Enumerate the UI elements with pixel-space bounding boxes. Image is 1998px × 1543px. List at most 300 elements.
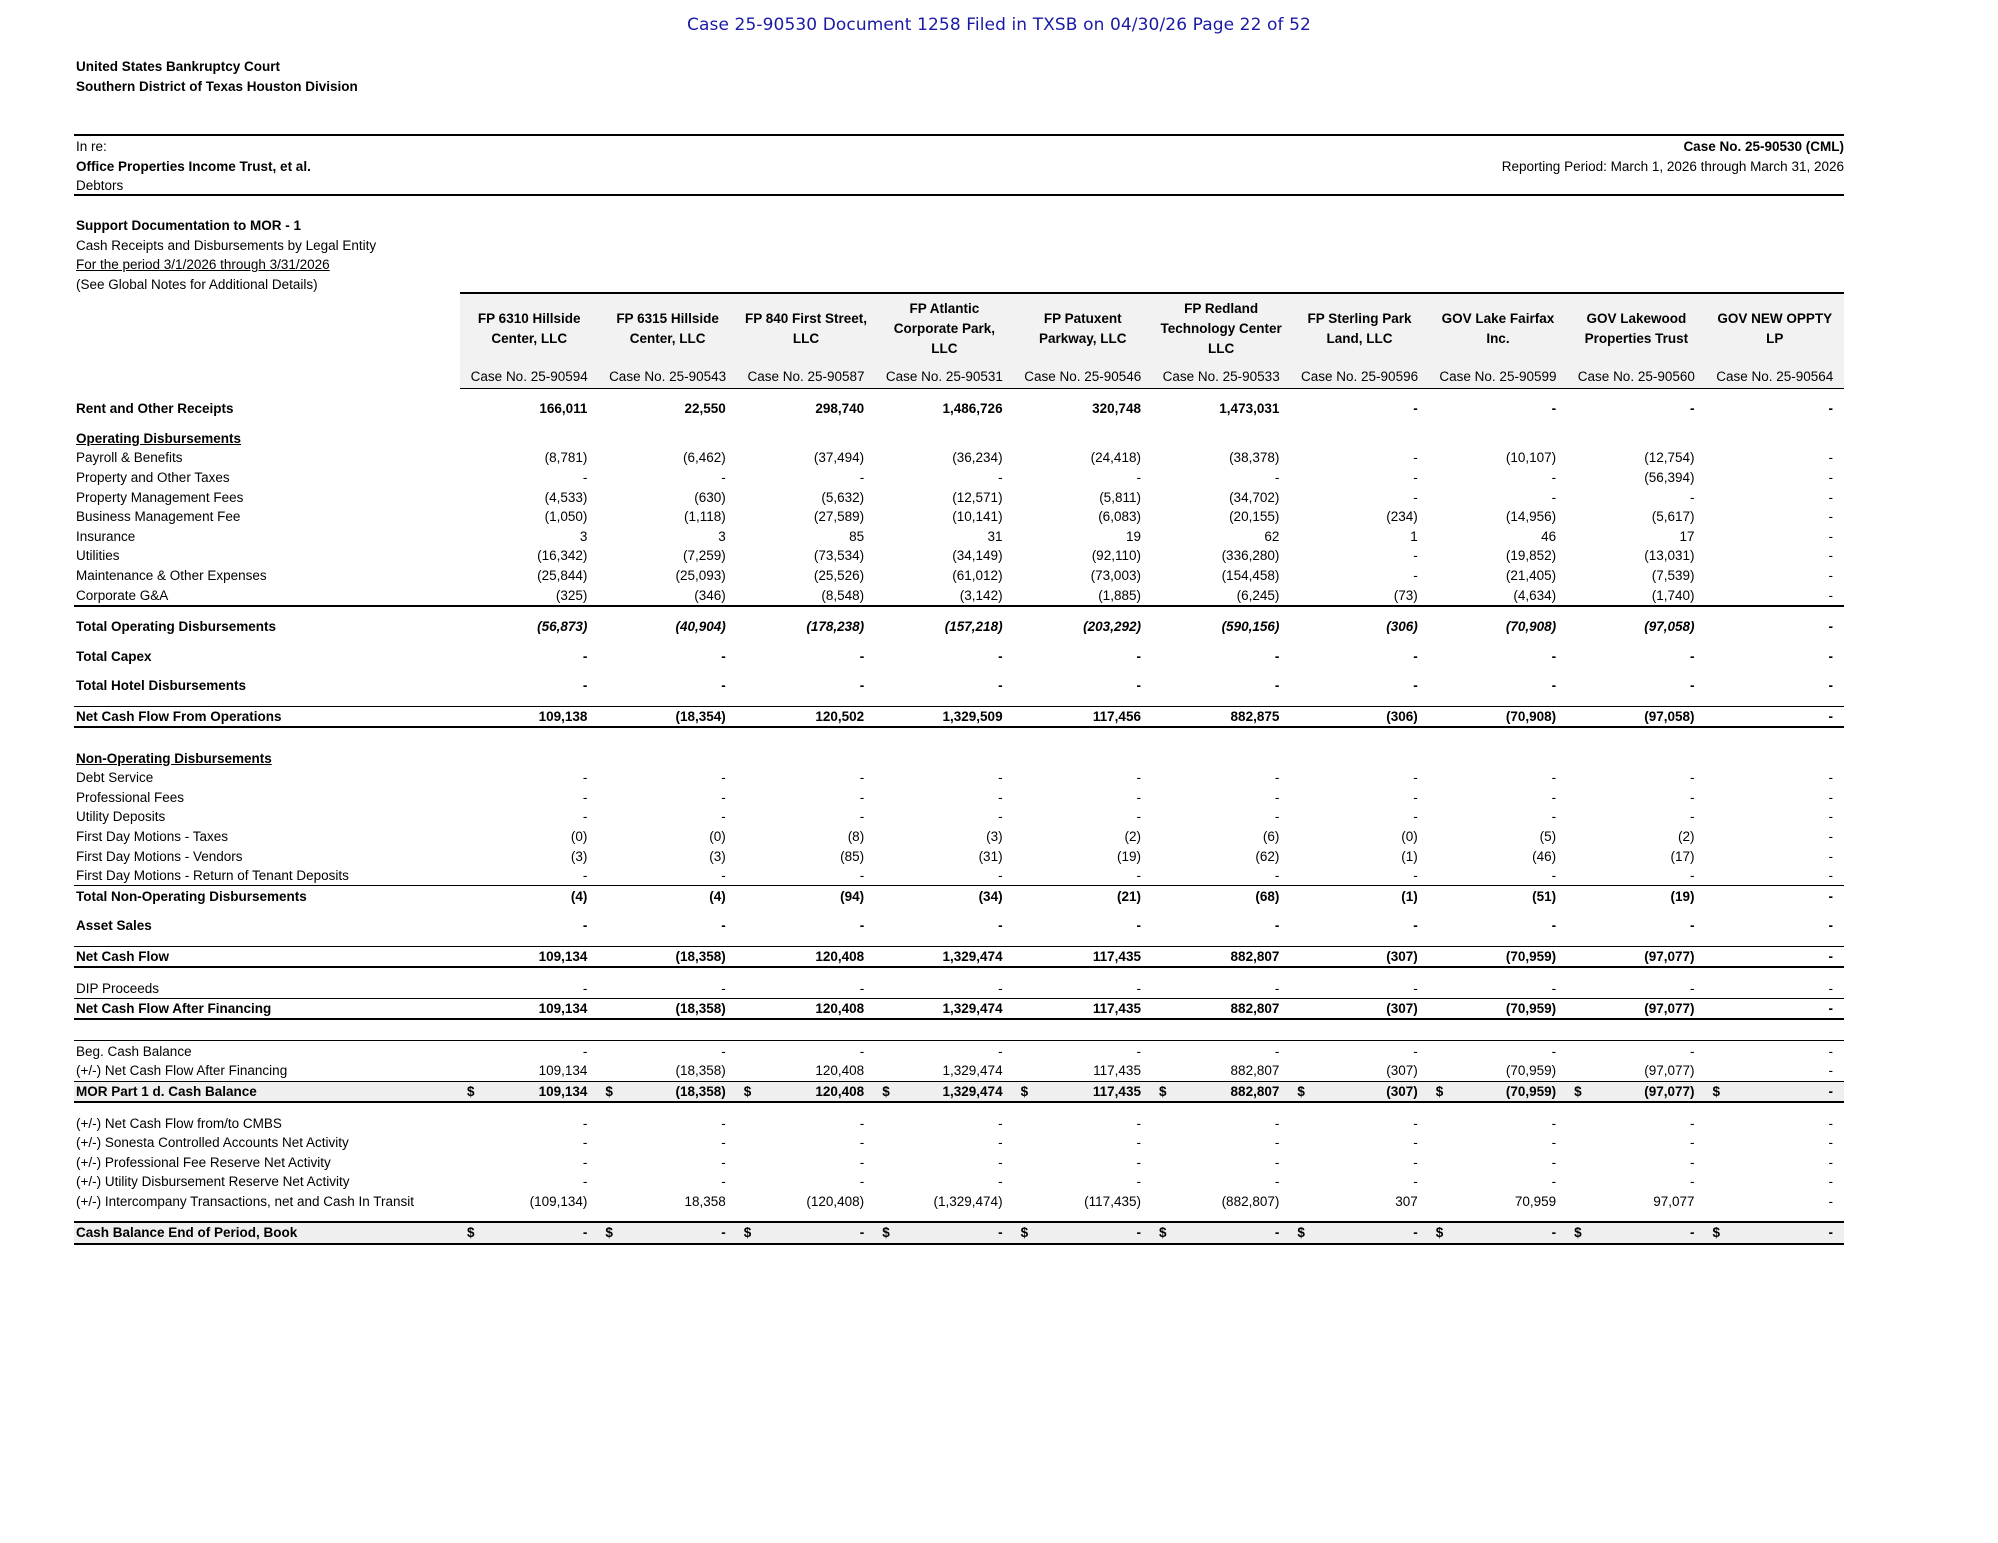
row-value <box>1152 566 1290 586</box>
cell-value: - <box>1828 1193 1833 1209</box>
entity-column-header: FP Patuxent Parkway, LLC <box>1014 293 1152 364</box>
cell-value: (70,908) <box>1505 619 1557 635</box>
row-value <box>1567 788 1705 808</box>
row-value-dollar <box>1014 1222 1152 1244</box>
cell-value: - <box>1274 470 1280 486</box>
cell-value: - <box>1413 470 1418 486</box>
row-value <box>1014 1133 1152 1153</box>
cell-value: 1,329,474 <box>942 1063 1003 1079</box>
row-value <box>1290 399 1428 419</box>
spacer-cell <box>1706 1019 1844 1041</box>
cell-value: - <box>1828 848 1833 864</box>
cell-value: (34) <box>978 888 1003 904</box>
cell-value: (70,908) <box>1505 709 1557 725</box>
row-label: First Day Motions - Return of Tenant Deposits <box>74 866 460 886</box>
spacer-cell <box>1706 936 1844 947</box>
cell-value: - <box>1413 980 1418 996</box>
cell-value: (61,012) <box>952 568 1003 584</box>
cell-value: 70,959 <box>1514 1193 1557 1209</box>
spacer-cell <box>875 419 1013 429</box>
cell-value: - <box>1828 1083 1833 1099</box>
spacer-cell <box>74 419 460 429</box>
row-value <box>875 1152 1013 1172</box>
cell-value: - <box>721 1225 726 1241</box>
row-value <box>1567 998 1705 1019</box>
in-re-label: In re: <box>76 139 107 154</box>
cell-value: - <box>1413 648 1418 664</box>
row-label: (+/-) Net Cash Flow After Financing <box>74 1061 460 1081</box>
row-label: Property and Other Taxes <box>76 470 230 486</box>
cell-value: - <box>1551 918 1557 934</box>
row-value <box>460 1152 598 1172</box>
cell-value: (40,904) <box>675 619 726 635</box>
row-value <box>1014 748 1152 768</box>
cell-value: - <box>859 980 865 996</box>
row-value <box>1014 527 1152 547</box>
cell-value: - <box>859 470 865 486</box>
row-value <box>737 448 875 468</box>
cell-value: (10,141) <box>952 509 1003 525</box>
row-value <box>598 1172 736 1192</box>
row-value <box>460 585 598 606</box>
row-value <box>1290 546 1428 566</box>
cell-value: (70,959) <box>1505 1083 1557 1099</box>
row-value <box>875 617 1013 637</box>
entity-case-number: Case No. 25-90564 <box>1706 364 1844 389</box>
spacer-cell <box>1429 666 1567 676</box>
spacer-cell <box>74 967 460 978</box>
row-value <box>1014 1172 1152 1192</box>
cell-value: 1,329,474 <box>942 948 1003 964</box>
row-value <box>1152 468 1290 488</box>
row-value <box>598 748 736 768</box>
cell-value: 1 <box>1410 528 1418 544</box>
spacer-cell <box>598 696 736 707</box>
cell-value: - <box>1274 770 1280 786</box>
cell-value: - <box>998 770 1003 786</box>
row-value <box>737 788 875 808</box>
row-value <box>1429 998 1567 1019</box>
table-row <box>74 585 1844 606</box>
spacer-cell <box>875 1211 1013 1222</box>
row-value <box>1429 647 1567 667</box>
row-label: Total Operating Disbursements <box>76 619 277 635</box>
row-value <box>598 886 736 906</box>
row-value <box>875 866 1013 886</box>
cell-value: - <box>1413 1043 1418 1059</box>
row-label: (+/-) Utility Disbursement Reserve Net Activity <box>76 1174 350 1190</box>
row-value <box>1567 468 1705 488</box>
row-value <box>737 487 875 507</box>
row-value <box>460 846 598 866</box>
row-value <box>737 807 875 827</box>
cell-value: - <box>1551 1225 1557 1241</box>
row-value <box>875 1172 1013 1192</box>
row-value <box>1706 886 1844 906</box>
cell-value: (630) <box>694 489 726 505</box>
row-value <box>1152 866 1290 886</box>
cell-value: - <box>1136 470 1141 486</box>
row-value <box>1567 1133 1705 1153</box>
entity-case-number: Case No. 25-90596 <box>1290 364 1428 389</box>
cell-value: (70,959) <box>1505 1063 1557 1079</box>
row-value <box>1567 546 1705 566</box>
cell-value: - <box>1828 1225 1833 1241</box>
row-value <box>460 886 598 906</box>
row-label: Debt Service <box>76 770 154 786</box>
row-value <box>1429 846 1567 866</box>
debtor-name: Office Properties Income Trust, et al. <box>76 158 311 174</box>
row-value <box>460 647 598 667</box>
cell-value: - <box>1828 770 1833 786</box>
cell-value: (0) <box>570 828 588 844</box>
cell-value: - <box>582 918 588 934</box>
spacer-cell <box>460 696 598 707</box>
spacer-cell <box>74 1211 460 1222</box>
row-value <box>875 1192 1013 1212</box>
row-label: DIP Proceeds <box>74 978 460 998</box>
cell-value: 117,435 <box>1093 1063 1141 1079</box>
cell-value: (154,458) <box>1221 568 1280 584</box>
row-value <box>1567 1061 1705 1081</box>
reporting-period: Reporting Period: March 1, 2026 through March 31, 2026 <box>1501 158 1844 174</box>
cell-value: (37,494) <box>813 450 865 466</box>
row-label: (+/-) Intercompany Transactions, net and Cash In Transit <box>76 1193 415 1209</box>
row-value <box>1567 978 1705 998</box>
entity-column-header: FP 6315 Hillside Center, LLC <box>598 293 736 364</box>
cell-value: - <box>1690 809 1695 825</box>
spacer-cell <box>1014 696 1152 707</box>
row-value <box>1014 788 1152 808</box>
cell-value: - <box>1551 648 1557 664</box>
row-value <box>1152 788 1290 808</box>
table-row <box>74 1081 1844 1102</box>
cell-value: - <box>582 1154 588 1170</box>
row-value <box>1290 1133 1428 1153</box>
cell-value: (1) <box>1401 848 1418 864</box>
table-row <box>74 827 1844 847</box>
dollar-sign: $ <box>1435 1225 1444 1241</box>
cell-value: (4,533) <box>544 489 588 505</box>
row-value <box>460 676 598 696</box>
row-value <box>1706 1172 1844 1192</box>
spacer-cell <box>1014 727 1152 748</box>
entity-case-number: Case No. 25-90599 <box>1429 364 1567 389</box>
row-value <box>598 617 736 637</box>
row-value <box>1567 566 1705 586</box>
cell-value: 120,408 <box>815 948 865 964</box>
row-value <box>1567 946 1705 967</box>
cell-value: (307) <box>1386 948 1418 964</box>
row-value <box>737 429 875 449</box>
cell-value: - <box>998 648 1003 664</box>
row-value <box>875 768 1013 788</box>
spacer-cell <box>737 1102 875 1113</box>
cell-value: (18,358) <box>675 1063 726 1079</box>
row-value <box>1706 866 1844 886</box>
cell-value: - <box>859 1135 865 1151</box>
cell-value: (5,632) <box>821 489 865 505</box>
cell-value: (306) <box>1386 619 1418 635</box>
row-value <box>1429 468 1567 488</box>
row-value <box>460 946 598 967</box>
cell-value: - <box>1136 648 1141 664</box>
row-value <box>737 768 875 788</box>
row-value <box>1152 1061 1290 1081</box>
cell-value: - <box>582 1174 588 1190</box>
cell-value: - <box>1828 450 1833 466</box>
row-value <box>460 1172 598 1192</box>
row-value <box>1014 1192 1152 1212</box>
spacer-cell <box>1567 936 1705 947</box>
spacer-cell <box>598 936 736 947</box>
cell-value: 882,807 <box>1230 1063 1280 1079</box>
cell-value: (31) <box>978 848 1003 864</box>
cell-value: - <box>998 918 1003 934</box>
row-value <box>1706 768 1844 788</box>
cell-value: - <box>1136 980 1141 996</box>
row-value <box>1014 546 1152 566</box>
row-value <box>1014 1113 1152 1133</box>
row-value <box>1290 1152 1428 1172</box>
spacer-cell <box>1290 389 1428 400</box>
row-value <box>460 978 598 998</box>
cell-value: (73) <box>1393 587 1418 603</box>
cell-value: - <box>1828 568 1833 584</box>
spacer-row <box>74 967 1844 978</box>
row-label: (+/-) Sonesta Controlled Accounts Net Activity <box>76 1135 349 1151</box>
row-value <box>1706 946 1844 967</box>
cell-value: - <box>1274 918 1280 934</box>
row-value <box>875 748 1013 768</box>
cell-value: - <box>1828 470 1833 486</box>
cell-value: 120,408 <box>815 1063 865 1079</box>
row-value <box>1706 706 1844 727</box>
row-value <box>1152 748 1290 768</box>
row-value <box>875 1041 1013 1061</box>
row-value <box>598 827 736 847</box>
cell-value: - <box>1136 918 1141 934</box>
table-row <box>74 1192 1844 1212</box>
row-value <box>1567 1192 1705 1212</box>
cell-value: - <box>1274 1174 1280 1190</box>
cell-value: - <box>1551 1043 1557 1059</box>
spacer-cell <box>1014 637 1152 647</box>
row-value <box>1567 1041 1705 1061</box>
cell-value: - <box>1551 1135 1557 1151</box>
entity-case-number: Case No. 25-90546 <box>1014 364 1152 389</box>
cell-value: - <box>1413 789 1418 805</box>
row-value-dollar <box>1152 1222 1290 1244</box>
spacer-cell <box>737 389 875 400</box>
row-value <box>875 676 1013 696</box>
row-value <box>1152 886 1290 906</box>
table-row <box>74 706 1844 727</box>
cell-value: (3) <box>570 848 588 864</box>
spacer-cell <box>1290 727 1428 748</box>
cell-value: - <box>1551 868 1557 884</box>
row-value <box>875 399 1013 419</box>
dollar-sign: $ <box>882 1083 890 1099</box>
row-value <box>598 1113 736 1133</box>
cell-value: (25,844) <box>537 568 588 584</box>
cell-value: (4) <box>570 888 588 904</box>
row-value <box>460 429 598 449</box>
cell-value: - <box>1690 401 1695 417</box>
row-value <box>1567 448 1705 468</box>
cell-value: - <box>1828 548 1833 564</box>
table-row <box>74 1222 1844 1244</box>
row-value <box>460 487 598 507</box>
row-value <box>460 748 598 768</box>
cell-value: 46 <box>1541 528 1557 544</box>
row-value <box>1706 1152 1844 1172</box>
dollar-sign: $ <box>882 1225 890 1241</box>
row-value <box>1706 566 1844 586</box>
dollar-sign: $ <box>467 1225 475 1241</box>
spacer-cell <box>1706 606 1844 617</box>
row-value <box>875 886 1013 906</box>
table-row <box>74 448 1844 468</box>
cell-value: - <box>1551 1154 1557 1170</box>
cell-value: (307) <box>1386 1063 1418 1079</box>
row-value <box>1429 566 1567 586</box>
cell-value: - <box>721 1115 726 1131</box>
row-value <box>737 566 875 586</box>
spacer-cell <box>1567 1019 1705 1041</box>
row-value <box>1429 585 1567 606</box>
row-value <box>737 866 875 886</box>
cell-value: - <box>1274 648 1280 664</box>
cell-value: - <box>1136 1135 1141 1151</box>
court-filing-stamp: Case 25-90530 Document 1258 Filed in TXSB on 04/30/26 Page 22 of 52 <box>687 15 1311 35</box>
spacer-cell <box>737 906 875 916</box>
cell-value: - <box>1551 470 1557 486</box>
cell-value: - <box>582 980 588 996</box>
row-value <box>1290 617 1428 637</box>
cell-value: (19) <box>1116 848 1141 864</box>
row-label: Net Cash Flow After Financing <box>74 998 460 1019</box>
row-value <box>1429 399 1567 419</box>
cell-value: (120,408) <box>806 1193 865 1209</box>
spacer-cell <box>598 419 736 429</box>
cell-value: - <box>721 470 726 486</box>
cell-value: - <box>998 1043 1003 1059</box>
row-value <box>1567 429 1705 449</box>
spacer-cell <box>1567 666 1705 676</box>
row-value <box>1706 807 1844 827</box>
spacer-cell <box>1567 906 1705 916</box>
cell-value: (307) <box>1386 1001 1418 1017</box>
row-value <box>1706 978 1844 998</box>
row-value <box>1429 676 1567 696</box>
spacer-row <box>74 696 1844 707</box>
row-value <box>1429 1061 1567 1081</box>
cell-value: 882,807 <box>1230 1001 1280 1017</box>
row-value <box>1706 748 1844 768</box>
dollar-sign: $ <box>605 1225 613 1241</box>
spacer-cell <box>460 906 598 916</box>
cell-value: 298,740 <box>815 401 865 417</box>
row-value <box>1014 846 1152 866</box>
entity-column-header: FP Sterling Park Land, LLC <box>1290 293 1428 364</box>
spacer-cell <box>74 906 460 916</box>
spacer-cell <box>875 637 1013 647</box>
cell-value: - <box>1828 648 1833 664</box>
entity-case-number: Case No. 25-90594 <box>460 364 598 389</box>
row-value <box>1429 1172 1567 1192</box>
row-value <box>737 916 875 936</box>
row-value <box>598 1133 736 1153</box>
cell-value: - <box>1274 1135 1280 1151</box>
spacer-cell <box>737 936 875 947</box>
row-value <box>598 676 736 696</box>
cell-value: - <box>582 868 588 884</box>
row-value <box>1152 1133 1290 1153</box>
cell-value: - <box>1690 678 1695 694</box>
row-value <box>598 866 736 886</box>
spacer-cell <box>460 1211 598 1222</box>
spacer-cell <box>74 1019 460 1041</box>
row-label: Corporate G&A <box>76 587 169 603</box>
row-value <box>1429 706 1567 727</box>
row-value <box>1290 585 1428 606</box>
row-value <box>1014 1041 1152 1061</box>
row-value <box>737 507 875 527</box>
spacer-cell <box>598 1019 736 1041</box>
table-row <box>74 527 1844 547</box>
cell-value: 85 <box>849 528 865 544</box>
row-value <box>1152 1152 1290 1172</box>
cell-value: (34,702) <box>1229 489 1280 505</box>
row-value <box>737 1152 875 1172</box>
row-value <box>875 1133 1013 1153</box>
spacer-cell <box>1014 389 1152 400</box>
cell-value: (8,781) <box>544 450 588 466</box>
cell-value: (157,218) <box>944 619 1003 635</box>
spacer-cell <box>1152 936 1290 947</box>
entity-column-header: FP 840 First Street, LLC <box>737 293 875 364</box>
row-label: Net Cash Flow From Operations <box>74 706 460 727</box>
cell-value: - <box>1828 528 1833 544</box>
cell-value: - <box>582 678 588 694</box>
cell-value: - <box>859 1174 865 1190</box>
row-value <box>1290 429 1428 449</box>
table-row <box>74 1172 1844 1192</box>
row-value <box>1014 827 1152 847</box>
spacer-cell <box>1567 606 1705 617</box>
header-blank <box>74 364 460 389</box>
row-value <box>1706 1192 1844 1212</box>
row-value <box>598 846 736 866</box>
row-value <box>598 978 736 998</box>
spacer-cell <box>460 419 598 429</box>
cell-value: - <box>582 1115 588 1131</box>
row-value <box>1290 807 1428 827</box>
row-value <box>1567 748 1705 768</box>
spacer-cell <box>1152 727 1290 748</box>
cell-value: - <box>1690 980 1695 996</box>
spacer-row <box>74 606 1844 617</box>
spacer-cell <box>1014 1102 1152 1113</box>
row-value <box>737 527 875 547</box>
cell-value: - <box>582 770 588 786</box>
dollar-sign: $ <box>1020 1083 1029 1099</box>
spacer-cell <box>1429 637 1567 647</box>
row-value <box>875 468 1013 488</box>
spacer-cell <box>1429 696 1567 707</box>
row-value <box>1429 788 1567 808</box>
